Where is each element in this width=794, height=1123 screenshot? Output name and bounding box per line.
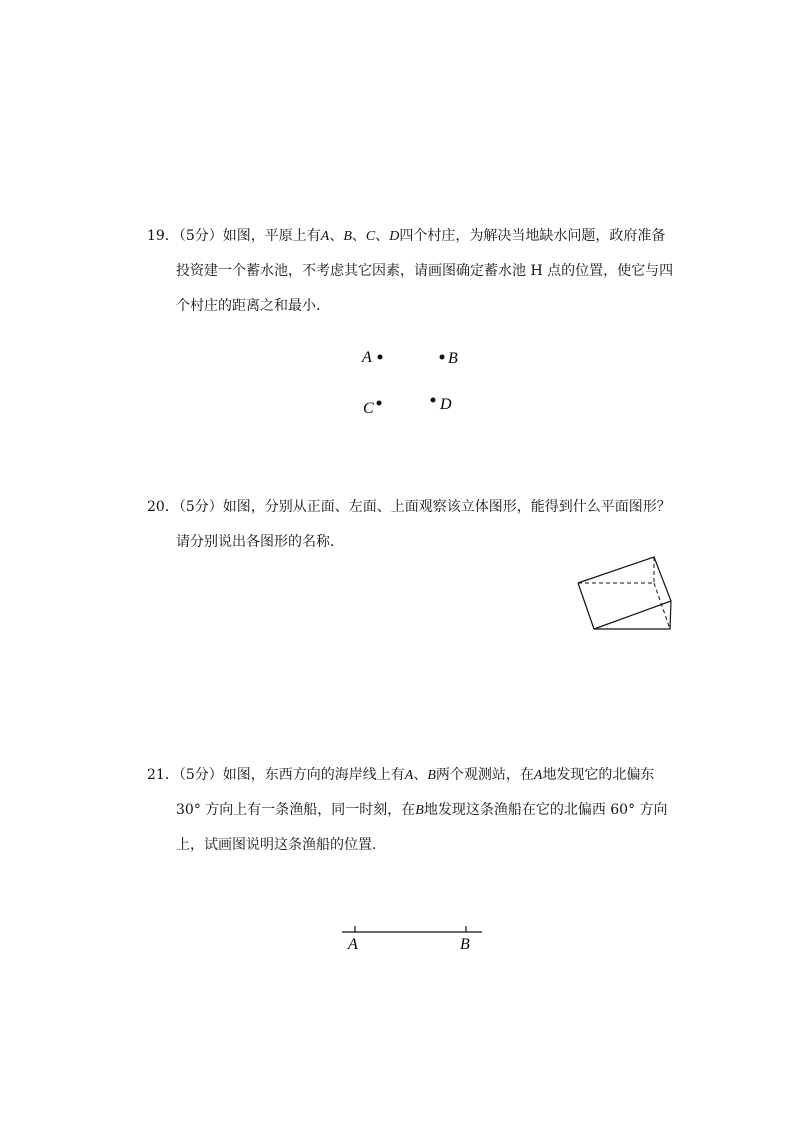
point-b	[440, 355, 445, 360]
letter-b: B	[343, 229, 352, 244]
label-a: A	[348, 936, 358, 953]
question-20-line-1: 20．（5分）如图，分别从正面、左面、上面观察该立体图形，能得到什么平面图形？	[147, 499, 671, 515]
point-a	[378, 355, 383, 360]
label-b: B	[460, 936, 470, 953]
question-19-line-2: 投资建一个蓄水池，不考虑其它因素，请画图确定蓄水池 H 点的位置，使它与四	[176, 263, 674, 279]
label-d: D	[440, 396, 452, 413]
letter-d: D	[389, 229, 400, 244]
question-number: 20．	[147, 499, 179, 515]
question-20	[147, 490, 687, 560]
question-21-line-3: 上，试画图说明这条渔船的位置．	[176, 837, 386, 853]
question-19-line-1: 19．（5分）如图，平原上有A、B、C、D四个村庄，为解决当地缺水问题，政府准备	[147, 228, 666, 244]
point-d	[431, 398, 436, 403]
prism-edge-front	[594, 601, 671, 629]
label-a: A	[362, 349, 372, 366]
question-21-line-1: 21．（5分）如图，东西方向的海岸线上有A、B两个观测站，在A地发现它的北偏东	[147, 767, 655, 783]
question-20-line-2: 请分别说出各图形的名称．	[176, 534, 344, 550]
question-number: 21．	[147, 767, 179, 783]
point-c	[377, 401, 382, 406]
coastline-figure	[338, 920, 488, 964]
village-points-figure	[355, 340, 475, 424]
question-score: （5分）	[178, 767, 223, 783]
question-score: （5分）	[178, 228, 223, 244]
letter-c: C	[365, 229, 376, 244]
question-21-line-2: 30° 方向上有一条渔船，同一时刻，在B地发现这条渔船在它的北偏西 60° 方向	[176, 802, 668, 818]
question-number: 19．	[147, 228, 179, 244]
label-c: C	[363, 400, 374, 417]
question-19-line-3: 个村庄的距离之和最小．	[176, 298, 330, 314]
question-19	[147, 219, 687, 324]
triangular-prism-figure	[574, 553, 674, 637]
question-score: （5分）	[178, 499, 223, 515]
letter-a: A	[320, 229, 330, 244]
label-b: B	[448, 350, 458, 367]
question-21	[147, 758, 687, 863]
